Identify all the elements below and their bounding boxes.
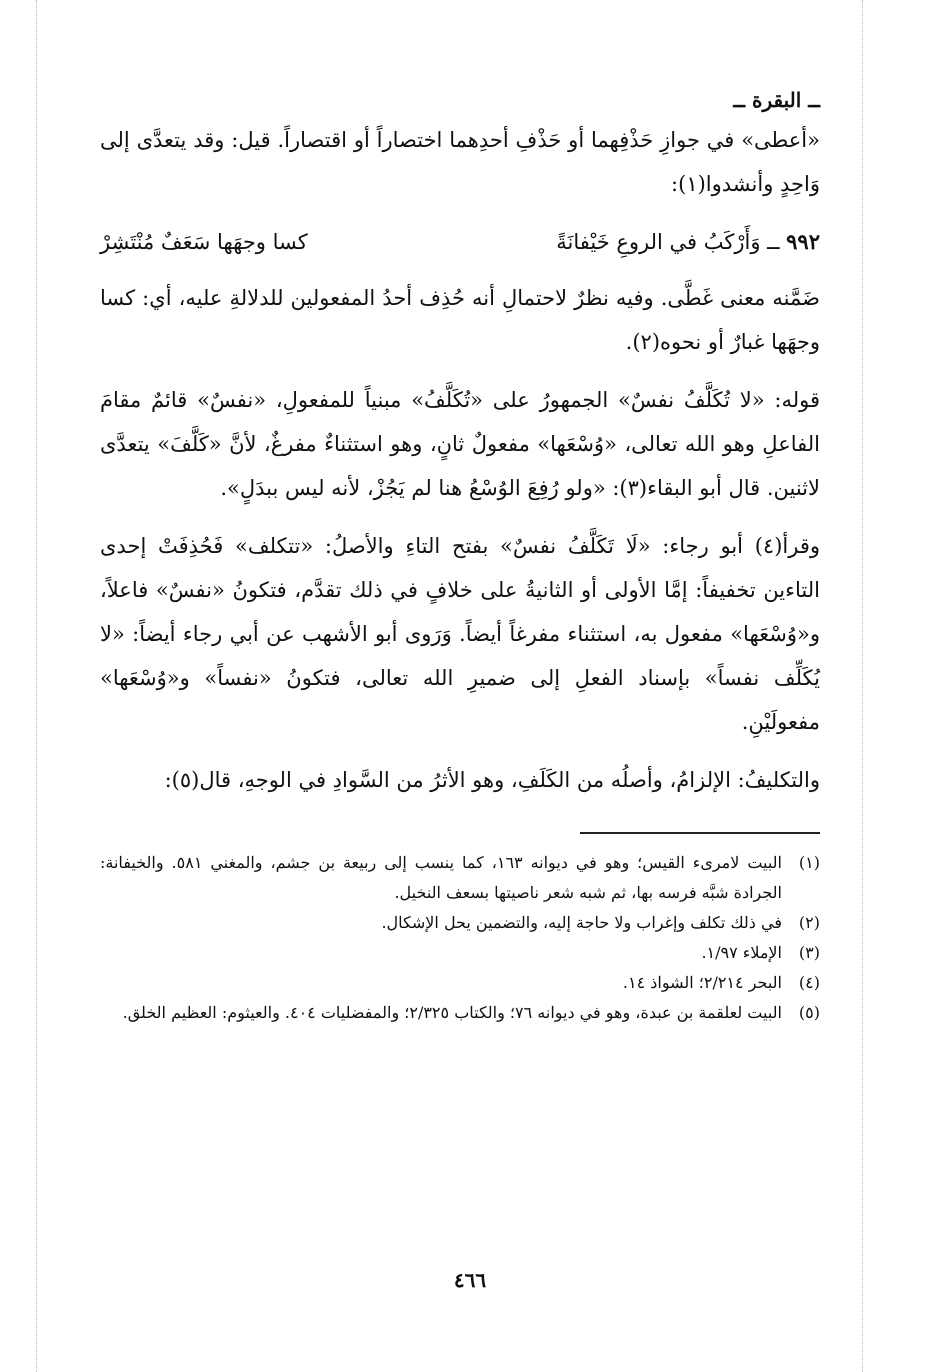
margin-dotted-line xyxy=(36,0,37,1372)
footnote xyxy=(100,908,820,938)
page-number: ٤٦٦ xyxy=(453,1268,487,1292)
footnote-text: في ذلك تكلف وإغراب ولا حاجة إليه، والتضمين يحل الإشكال. xyxy=(381,913,782,932)
footnote-number: (٥) xyxy=(798,1003,820,1022)
footnote xyxy=(100,938,820,968)
paragraph: قوله: «لا تُكَلَّفُ نفسٌ» الجمهورُ على «تُكَلَّفُ» مبنياً للمفعولِ، «نفسٌ» قائمٌ مقامَ الفاعلِ وهو الله تعالى، «وُسْعَها» مفعولٌ ثانٍ، وهو استثناءٌ مفرغٌ، لأنَّ «كَلَّفَ» يتعدَّى لاثنين. قال أبو البقاء(٣): «ولو رُفِعَ الوُسْعُ هنا لم يَجُزْ، لأنه ليس ببدَلٍ». xyxy=(100,388,820,500)
footnote xyxy=(100,998,820,1028)
footnotes xyxy=(100,848,820,1028)
verse-first-half: ٩٩٢ ــ وَأَرْكَبُ في الروعِ خَيْفانَةً xyxy=(556,229,820,254)
running-header: ــ البقرة ــ xyxy=(733,88,820,112)
footnote-number: (١) xyxy=(798,853,820,872)
footnote-text: البحر ٢/٢١٤؛ الشواذ ١٤. xyxy=(622,973,782,992)
verse-line xyxy=(100,220,820,264)
document-page xyxy=(100,88,820,1028)
paragraph: وقرأ(٤) أبو رجاء: «لَا تَكَلَّفُ نفسٌ» بفتح التاءِ والأصلُ: «تتكلف» فَحُذِفَتْ إحدى التاءين تخفيفاً: إمَّا الأولى أو الثانيةُ على خلافٍ في ذلك تقدَّم، فتكونُ «نفسٌ» فاعلاً، و«وُسْعَها» مفعول به، استثناء مفرغاً أيضاً. وَرَوى أبو الأشهب عن أبي رجاء أيضاً: «لا يُكَلِّف نفساً» بإسناد الفعلِ إلى ضميرِ الله تعالى، فتكونُ «نفساً» و«وُسْعَها» مفعولَيْنِ. xyxy=(100,534,820,734)
footnote-number: (٣) xyxy=(798,943,820,962)
margin-dotted-line xyxy=(862,0,863,1372)
verse-number: ٩٩٢ xyxy=(786,229,820,254)
footnote-text: الإملاء ١/٩٧. xyxy=(701,943,782,962)
footnote-number: (٤) xyxy=(798,973,820,992)
footnote-number: (٢) xyxy=(798,913,820,932)
paragraph: والتكليفُ: الإلزامُ، وأصلُه من الكَلَفِ، وهو الأثرُ من السَّوادِ في الوجهِ، قال(٥): xyxy=(164,768,820,792)
footnote xyxy=(100,848,820,908)
footnote-text: البيت لامرىء القيس؛ وهو في ديوانه ١٦٣، كما ينسب إلى ربيعة بن جشم، والمغني ٥٨١. والخيفانة: الجرادة شبَّه فرسه بها، ثم شبه شعر ناصيتها بسعف النخيل. xyxy=(100,853,783,902)
footnote-separator xyxy=(580,832,820,834)
paragraph: «أعطى» في جوازِ حَذْفِهما أو حَذْفِ أحدِهما اختصاراً أو اقتصاراً. قيل: وقد يتعدَّى إلى وَاحِدٍ وأنشدوا(١): xyxy=(100,128,820,196)
footnote-text: البيت لعلقمة بن عبدة، وهو في ديوانه ٧٦؛ والكتاب ٢/٣٢٥؛ والمفضليات ٤٠٤. والعيثوم: العظيم الخلق. xyxy=(122,1003,782,1022)
verse-second-half: كسا وجهَها سَعَفٌ مُنْتَشِرْ xyxy=(100,230,308,254)
paragraph: ضَمَّنه معنى غَطَّى. وفيه نظرٌ لاحتمالِ أنه حُذِف أحدُ المفعولين للدلالةِ عليه، أي: كسا وجهَها غبارٌ أو نحوه(٢). xyxy=(100,286,820,354)
footnote xyxy=(100,968,820,998)
